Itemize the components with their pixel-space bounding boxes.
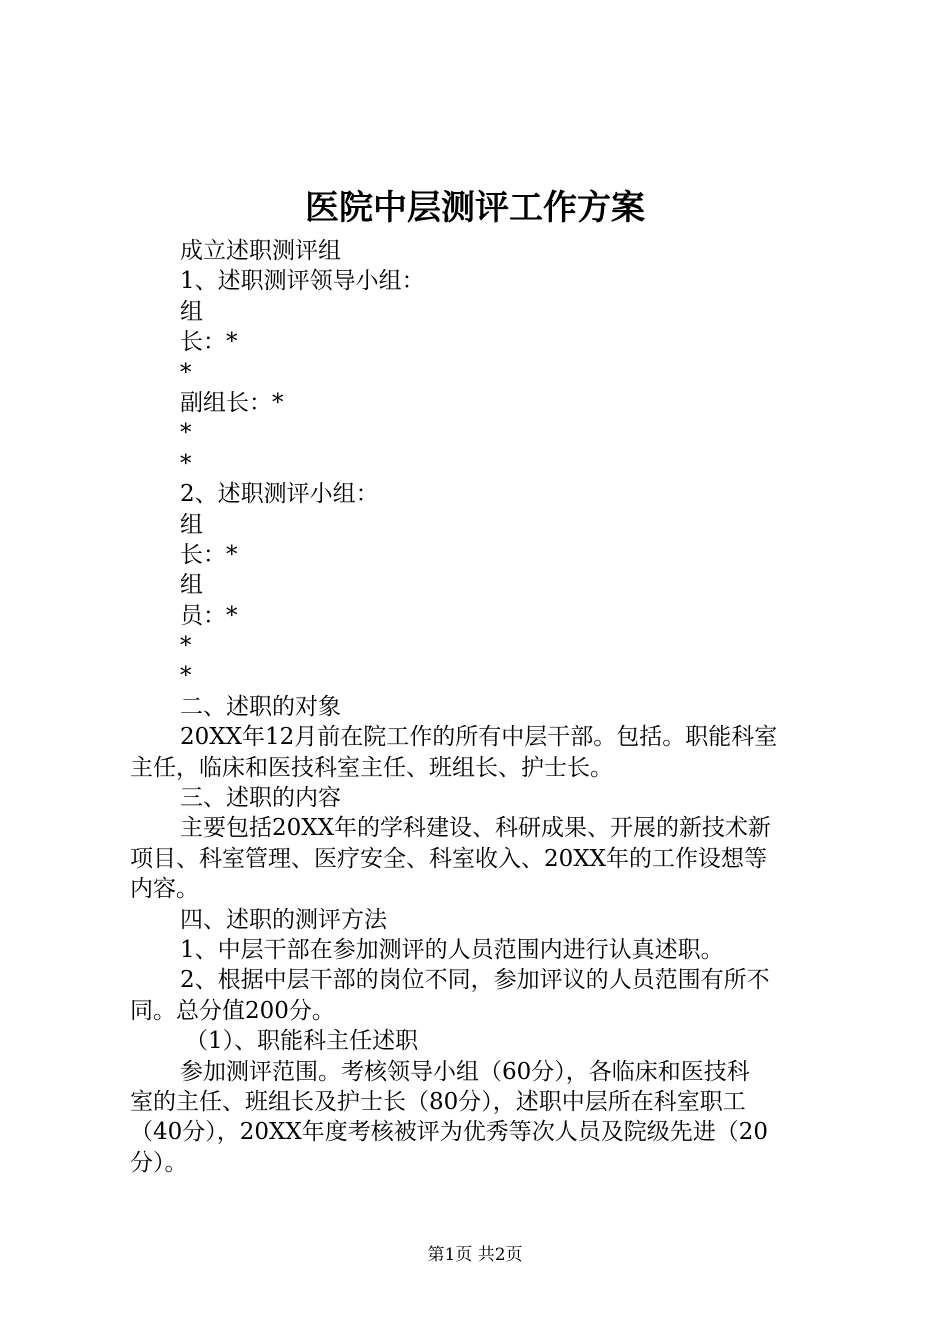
text-line: 组 xyxy=(180,298,203,325)
paragraph-line: 主任，临床和医技科室主任、班组长、护士长。 xyxy=(130,754,613,781)
section-heading-setup: 成立述职测评组 xyxy=(180,238,341,264)
paragraph-line: 主要包括20XX年的学科建设、科研成果、开展的新技术新 xyxy=(180,815,772,842)
text-line: * xyxy=(180,450,192,477)
text-line: 组 xyxy=(180,511,203,538)
document-title: 医院中层测评工作方案 xyxy=(305,188,645,228)
text-line: * xyxy=(180,633,192,660)
subsection-evaluation-group: 2、述职测评小组： xyxy=(180,481,379,508)
page-footer: 第1页 共2页 xyxy=(427,1245,523,1265)
paragraph-line: 20XX年12月前在院工作的所有中层干部。包括。职能科室 xyxy=(180,724,778,751)
text-line: * xyxy=(180,420,192,447)
paragraph-line: 内容。 xyxy=(130,876,199,903)
document-body xyxy=(130,236,830,1178)
section-heading-4: 四、述职的测评方法 xyxy=(180,906,387,933)
paragraph-line: 室的主任、班组长及护士长（80分），述职中层所在科室职工 xyxy=(130,1088,746,1115)
paragraph-line: 分）。 xyxy=(130,1149,188,1176)
text-line: 组 xyxy=(180,572,203,599)
paragraph-line: 同。总分值200分。 xyxy=(130,997,335,1024)
list-item: 1、中层干部在参加测评的人员范围内进行认真述职。 xyxy=(180,936,724,963)
paragraph-line: （40分），20XX年度考核被评为优秀等次人员及院级先进（20 xyxy=(130,1119,769,1146)
section-heading-3: 三、述职的内容 xyxy=(180,785,341,812)
subsection-heading-1: （1）、职能科主任述职 xyxy=(185,1028,419,1055)
text-line: * xyxy=(180,359,192,386)
section-heading-2: 二、述职的对象 xyxy=(180,693,341,720)
text-line: 员：* xyxy=(180,602,238,629)
text-line: * xyxy=(180,663,192,690)
paragraph-line: 2、根据中层干部的岗位不同，参加评议的人员范围有所不 xyxy=(180,967,770,994)
subsection-leadership-group: 1、述职测评领导小组： xyxy=(180,268,425,295)
text-line: 副组长：* xyxy=(180,389,284,416)
text-line: 长：* xyxy=(180,329,238,356)
paragraph-line: 项目、科室管理、医疗安全、科室收入、20XX年的工作设想等 xyxy=(130,845,768,872)
text-line: 长：* xyxy=(180,541,238,568)
paragraph-line: 参加测评范围。考核领导小组（60分），各临床和医技科 xyxy=(180,1058,750,1085)
